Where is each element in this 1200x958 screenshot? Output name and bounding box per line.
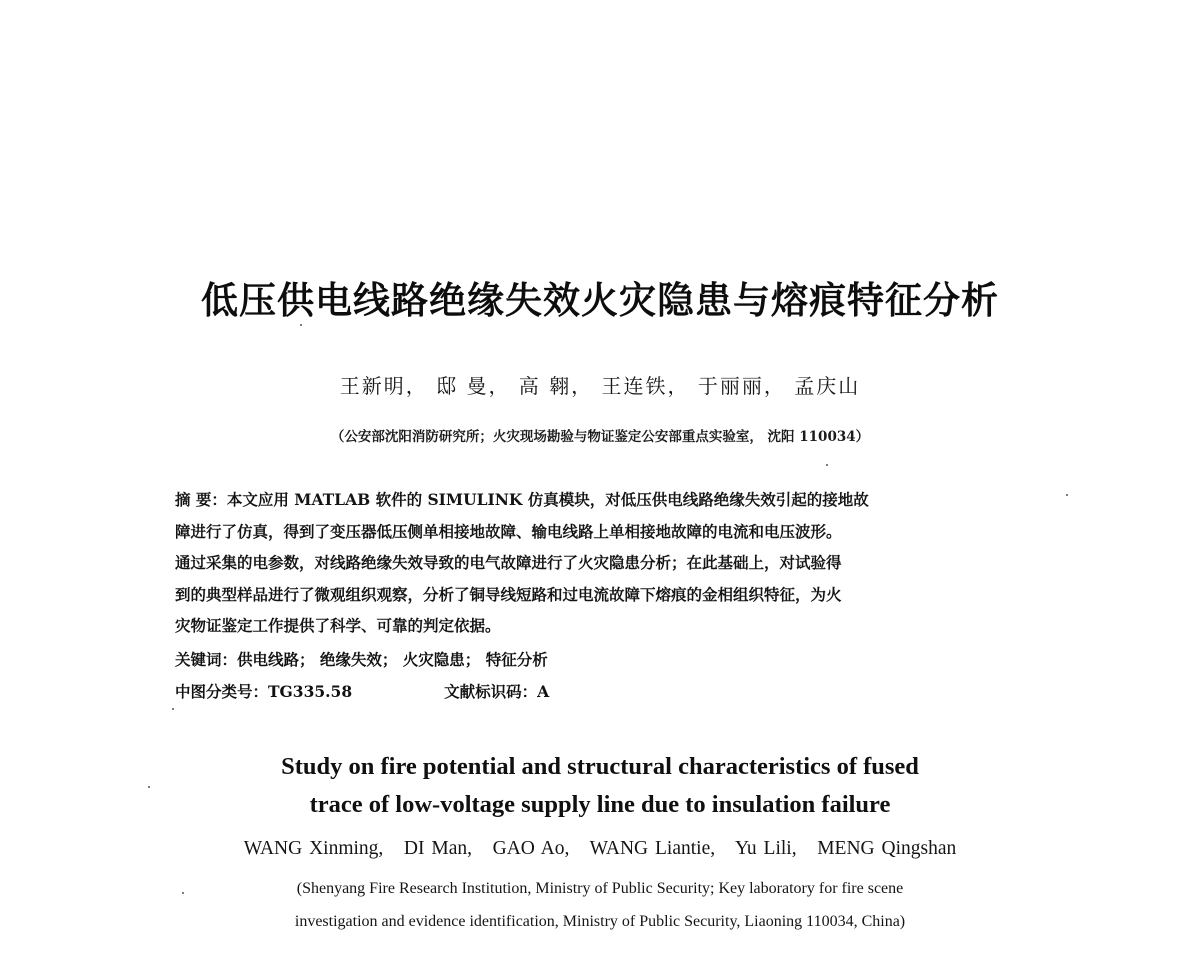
- abstract-line: 障进行了仿真，得到了变压器低压侧单相接地故障、输电线路上单相接地故障的电流和电压波形。: [175, 522, 842, 542]
- clc-label: 中图分类号：: [175, 683, 269, 701]
- doc-code-label: 文献标识码：: [444, 683, 538, 701]
- abstract-label: 摘 要：: [175, 491, 227, 509]
- chinese-authors: 王新明， 邸 曼， 高 翱， 王连铁， 于丽丽， 孟庆山: [339, 374, 861, 398]
- clc-value: TG335.58: [268, 682, 353, 701]
- keywords-text: 供电线路； 绝缘失效； 火灾隐患； 特征分析: [237, 650, 548, 669]
- scan-speck: [182, 892, 184, 894]
- chinese-affiliation: （公安部沈阳消防研究所；火灾现场勘验与物证鉴定公安部重点实验室， 沈阳 110034）: [330, 429, 870, 445]
- abstract-line: 到的典型样品进行了微观组织观察，分析了铜导线短路和过电流故障下熔痕的金相组织特征，为火: [175, 584, 842, 604]
- abstract-line-text: 本文应用 MATLAB 软件的 SIMULINK 仿真模块，对低压供电线路绝缘失效引起的接地故: [226, 490, 869, 509]
- doc-code-value: A: [537, 682, 550, 701]
- english-affiliation-line: investigation and evidence identification, Ministry of Public Security, Liaoning 110034, China): [294, 913, 906, 930]
- abstract-line: [175, 484, 1025, 516]
- english-title: [0, 748, 1200, 824]
- scan-speck: [148, 786, 150, 788]
- keywords-label: 关键词：: [175, 651, 238, 669]
- abstract-line: 通过采集的电参数，对线路绝缘失效导致的电气故障进行了火灾隐患分析；在此基础上，对试验得: [175, 553, 842, 573]
- english-affiliation: [0, 872, 1200, 938]
- abstract: [175, 484, 1025, 641]
- english-title-line: trace of low-voltage supply line due to insulation failure: [309, 791, 891, 818]
- scan-speck: [826, 464, 828, 466]
- abstract-line: 灾物证鉴定工作提供了科学、可靠的判定依据。: [175, 615, 501, 635]
- chinese-title: 低压供电线路绝缘失效火灾隐患与熔痕特征分析: [201, 279, 999, 322]
- keywords: [175, 648, 548, 670]
- english-title-line: Study on fire potential and structural characteristics of fused: [281, 753, 919, 780]
- scan-speck: [172, 708, 174, 710]
- scan-speck: [1066, 494, 1068, 496]
- classification-line: [175, 680, 549, 702]
- scan-speck: [300, 324, 302, 326]
- english-affiliation-line: (Shenyang Fire Research Institution, Ministry of Public Security; Key laboratory for fire scene: [296, 880, 904, 897]
- english-authors: WANG Xinming, DI Man, GAO Ao, WANG Liantie, Yu Lili, MENG Qingshan: [243, 838, 957, 859]
